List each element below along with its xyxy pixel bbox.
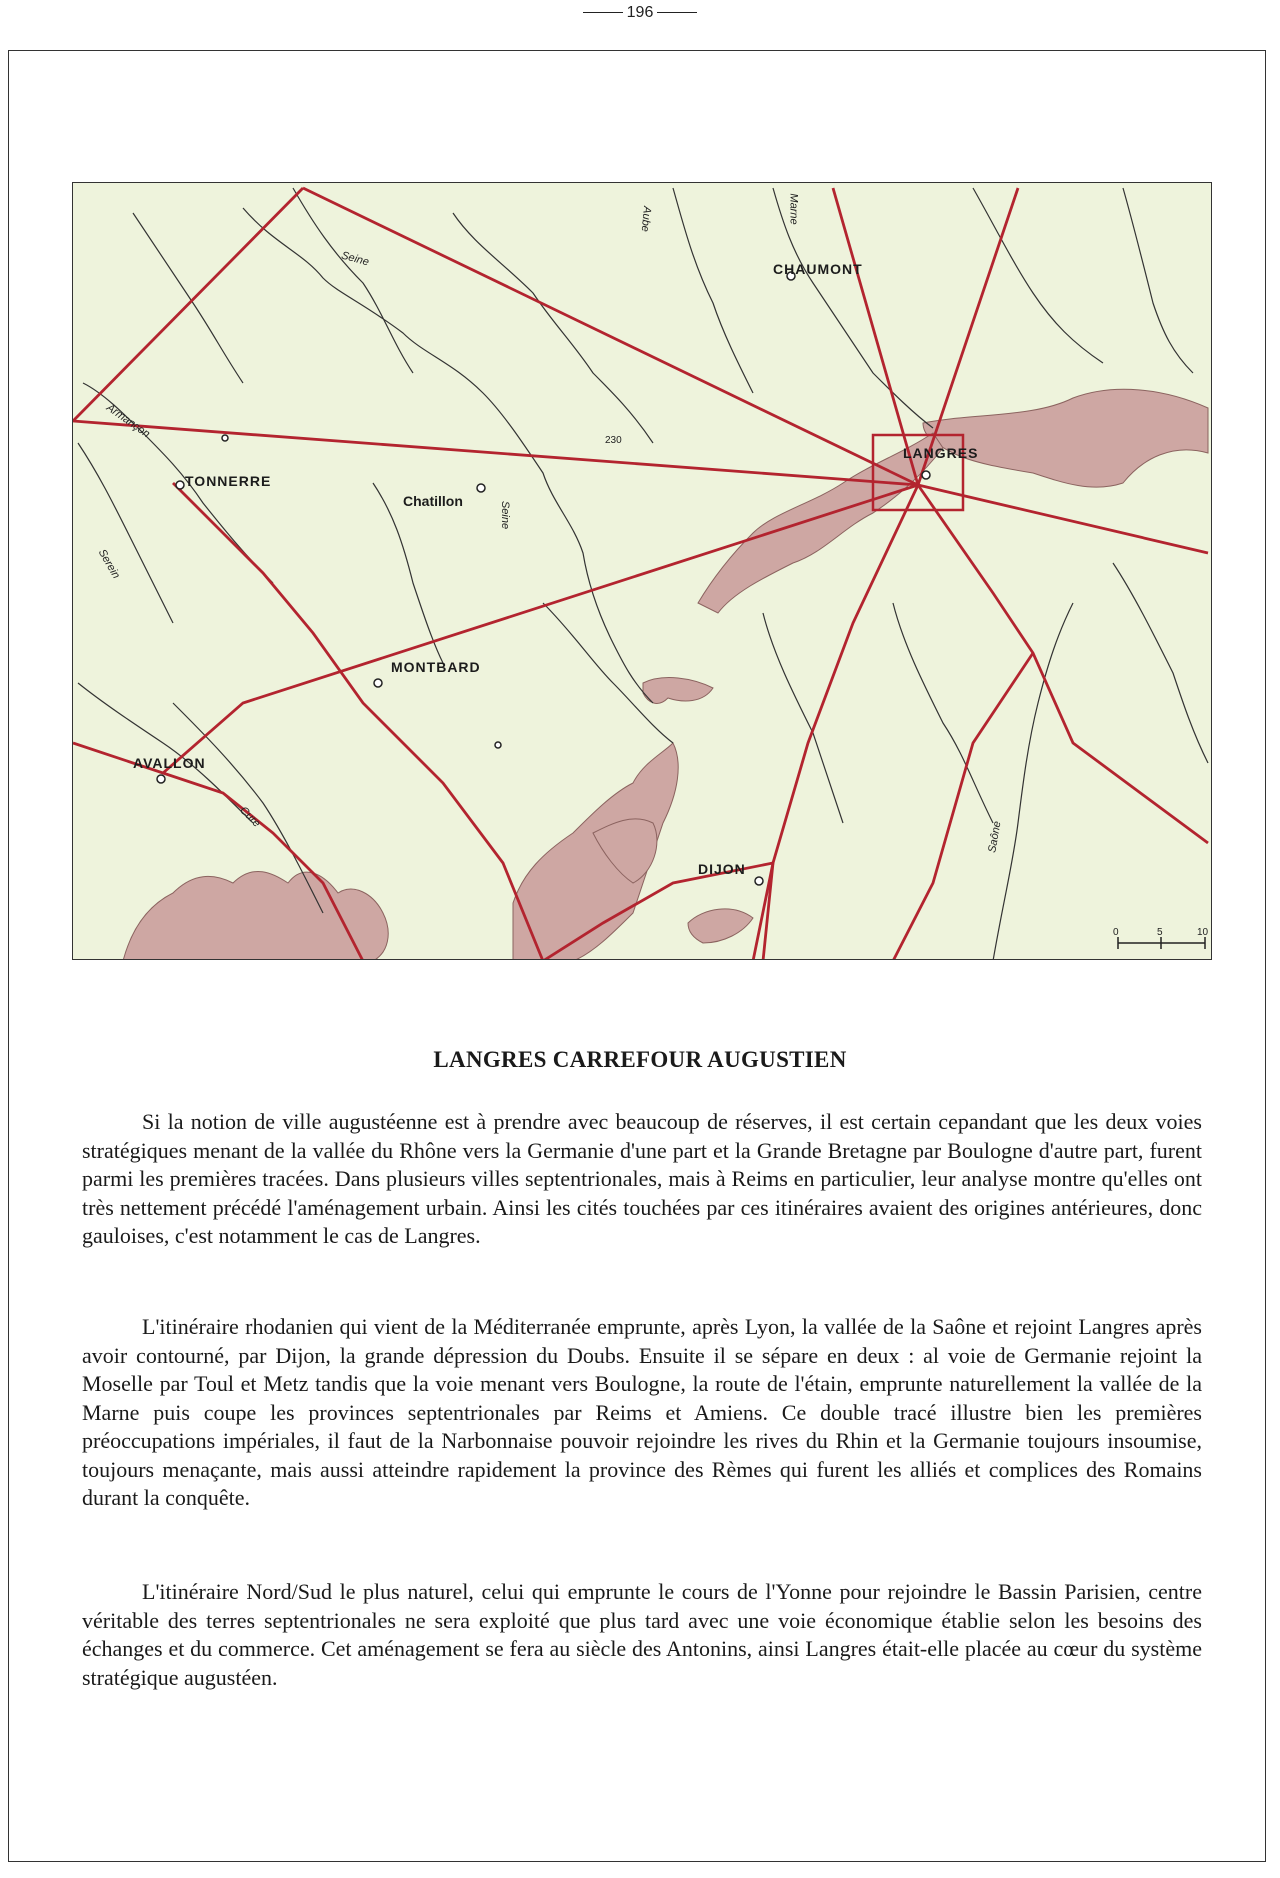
relief-montbard-hill bbox=[643, 678, 713, 704]
city-label-montbard: MONTBARD bbox=[391, 659, 481, 675]
relief-langres-plateau bbox=[923, 389, 1208, 487]
river-serein bbox=[78, 443, 173, 623]
page-number: 196 bbox=[0, 4, 1280, 22]
town-marker-langres bbox=[922, 471, 930, 479]
city-label-tonnerre: TONNERRE bbox=[185, 473, 272, 489]
city-label-chaumont: CHAUMONT bbox=[773, 261, 863, 277]
river-label-marne: Marne bbox=[787, 193, 800, 225]
paragraph-2: L'itinéraire rhodanien qui vient de la Méditerranée emprunte, après Lyon, la vallée de la Saône et rejoint Langres après avoir contourné, par Dijon, la grande dépression du Doubs. Ensuite il se sépare en deux : al voie de Germanie rejoint la Moselle par Toul et Metz tandis que la voie menant vers Boulogne, la route de l'étain, emprunte naturellement la vallée de la Marne puis coupe les provinces septentrionales par Reims et Amiens. Ce double tracé illustre bien les premières préoccupations impériales, il faut de la Narbonnaise pouvoir rejoindre les rives du Rhin et la Germanie toujours insoumise, toujours menaçante, mais aussi atteindre rapidement la province des Rèmes qui furent les alliés et complices des Romains durant la conquête. bbox=[82, 1314, 1202, 1510]
city-label-chatillon: Chatillon bbox=[403, 493, 463, 509]
paragraph-1: Si la notion de ville augustéenne est à prendre avec beaucoup de réserves, il est certain cepandant que les deux voies stratégiques menant de la vallée du Rhône vers la Germanie d'une part et la Grande Bretagne par Boulogne d'autre part, furent parmi les premières tracées. Dans plusieurs villes septentrionales, mais à Reims en particulier, leur analyse montre qu'elles ont très nettement précédé l'aménagement urbain. Ainsi les cités touchées par ces itinéraires avaient des origines antérieures, donc gauloises, c'est notamment le cas de Langres. bbox=[82, 1109, 1202, 1248]
river-label-aube: Aube bbox=[638, 205, 653, 233]
road-saone bbox=[893, 653, 1033, 960]
river-label-seine-north: Seine bbox=[339, 249, 371, 269]
river-tributary-7 bbox=[373, 483, 443, 663]
road-langres-toul bbox=[918, 485, 1208, 553]
scale-label-5: 5 bbox=[1157, 927, 1163, 938]
river-label-armancon: Armançon bbox=[104, 401, 153, 441]
relief-bottom-left bbox=[123, 871, 388, 960]
river-aube bbox=[453, 213, 653, 443]
river-label-seine-south: Seine bbox=[499, 500, 512, 530]
relief-bottom-mid bbox=[688, 909, 753, 943]
article-title: LANGRES CARREFOUR AUGUSTIEN bbox=[433, 1047, 847, 1072]
scale-bar bbox=[1118, 937, 1205, 949]
road-langres-north-west bbox=[73, 188, 303, 421]
town-marker-avallon bbox=[157, 775, 165, 783]
river-tributary-2 bbox=[673, 188, 753, 393]
river-tributary-6 bbox=[763, 613, 843, 823]
map-drawing bbox=[73, 183, 1212, 960]
river-tributary-4 bbox=[1123, 188, 1193, 373]
river-tributary-3 bbox=[973, 188, 1103, 363]
town-marker-chatillon bbox=[477, 484, 485, 492]
river-tributary-8 bbox=[133, 213, 243, 383]
roman-roads-map bbox=[72, 182, 1212, 960]
river-tributary-5 bbox=[893, 603, 993, 823]
town-marker-montbard bbox=[374, 679, 382, 687]
river-label-saone: Saône bbox=[986, 820, 1004, 854]
town-marker-dijon bbox=[755, 877, 763, 885]
city-label-avallon: AVALLON bbox=[133, 755, 206, 771]
river-tributary-9 bbox=[1113, 563, 1208, 763]
town-marker-misc-2 bbox=[495, 742, 501, 748]
city-label-dijon: DIJON bbox=[698, 861, 746, 877]
river-seine bbox=[243, 205, 653, 703]
city-label-langres: LANGRES bbox=[903, 445, 979, 461]
river-ouche bbox=[543, 603, 673, 743]
town-marker-tonnerre bbox=[176, 481, 184, 489]
river-label-cure: Cure bbox=[237, 804, 263, 830]
elevation-label: 230 bbox=[605, 435, 622, 446]
scale-label-0: 0 bbox=[1113, 927, 1119, 938]
paragraph-3: L'itinéraire Nord/Sud le plus naturel, celui qui emprunte le cours de l'Yonne pour rejoindre le Bassin Parisien, centre véritable des terres septentrionales ne sera exploité que plus tard avec une voie économique établie selon les besoins des échanges et du commerce. Cet aménagement se fera au siècle des Antonins, ainsi Langres était-elle placée au cœur du système stratégique augustéen. bbox=[82, 1579, 1202, 1690]
town-marker-misc-1 bbox=[222, 435, 228, 441]
river-tributary-1 bbox=[293, 188, 413, 373]
scale-label-10: 10 bbox=[1197, 927, 1209, 938]
river-saone bbox=[993, 603, 1073, 960]
river-label-serein: Serein bbox=[95, 547, 123, 581]
road-langres-besancon bbox=[918, 485, 1208, 843]
town-markers bbox=[157, 272, 930, 885]
road-langres-reims bbox=[833, 188, 918, 485]
